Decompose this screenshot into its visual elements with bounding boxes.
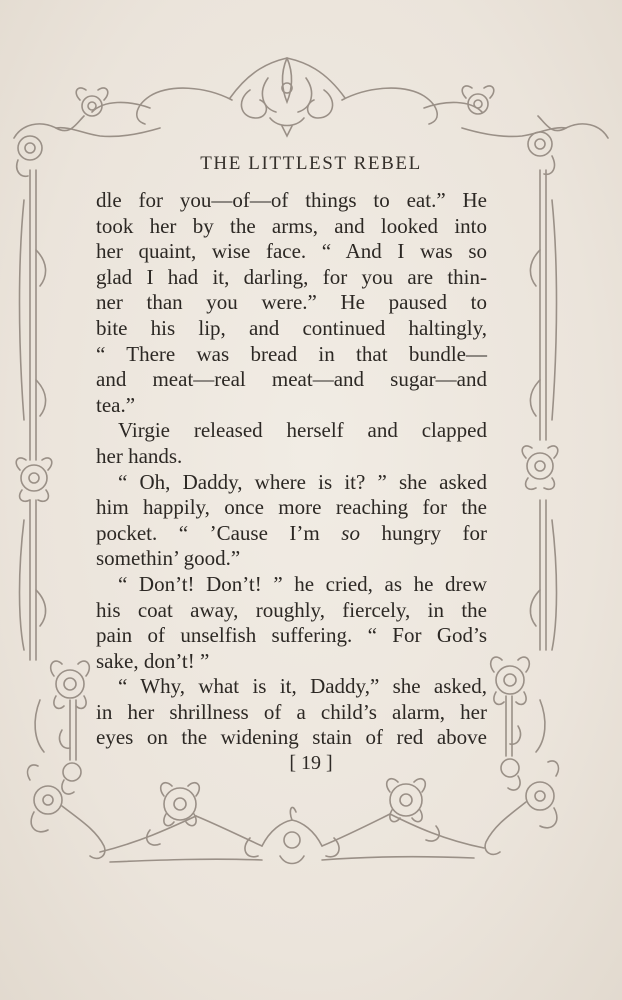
text-segment: pocket. “ ’Cause I’m xyxy=(96,520,342,545)
page-number: [ 19 ] xyxy=(289,752,333,774)
text-line: tea.” xyxy=(96,392,136,417)
text-line: bite his lip, and continued haltingly, xyxy=(96,315,487,340)
text-line: eyes on the widening stain of red above xyxy=(96,725,487,750)
text-line xyxy=(96,521,487,547)
text-line: glad I had it, darling, for you are thin- xyxy=(96,264,487,289)
text-line: “ There was bread in that bundle— xyxy=(96,341,487,366)
text-line: somethin’ good.” xyxy=(96,546,241,571)
text-line: “ Oh, Daddy, where is it? ” she asked xyxy=(118,469,487,494)
right-mid-rosette xyxy=(522,446,558,489)
text-segment: hungry for xyxy=(359,520,487,545)
text-line: dle for you—of—of things to eat.” He xyxy=(96,188,487,212)
text-line: her hands. xyxy=(96,443,183,468)
left-mid-rosette xyxy=(16,458,52,501)
text-line: his coat away, roughly, fiercely, in the xyxy=(96,597,487,622)
text-line: in her shrillness of a child’s alarm, her xyxy=(96,699,487,724)
bottom-left-flower xyxy=(161,783,200,826)
text-line: took her by the arms, and looked into xyxy=(96,213,487,238)
text-line: sake, don’t! ” xyxy=(96,648,210,673)
bottom-crown-ornament xyxy=(245,807,339,863)
top-right-rosette xyxy=(462,86,494,114)
text-line: pain of unselfish suffering. “ For God’s xyxy=(96,623,487,648)
text-line: “ Don’t! Don’t! ” he cried, as he drew xyxy=(118,571,487,596)
text-line: ner than you were.” He paused to xyxy=(96,290,487,315)
text-line: Virgie released herself and clapped xyxy=(118,418,487,443)
italic-emphasis: so xyxy=(341,520,360,545)
top-crown-ornament xyxy=(230,58,345,136)
running-head: THE LITTLEST REBEL xyxy=(200,153,422,174)
text-line: him happily, once more reaching for the xyxy=(96,495,487,520)
text-line: and meat—real meat—and sugar—and xyxy=(96,367,487,392)
body-text xyxy=(96,188,487,751)
text-line: “ Why, what is it, Daddy,” she asked, xyxy=(118,674,487,699)
text-line: her quaint, wise face. “ And I was so xyxy=(96,239,487,264)
